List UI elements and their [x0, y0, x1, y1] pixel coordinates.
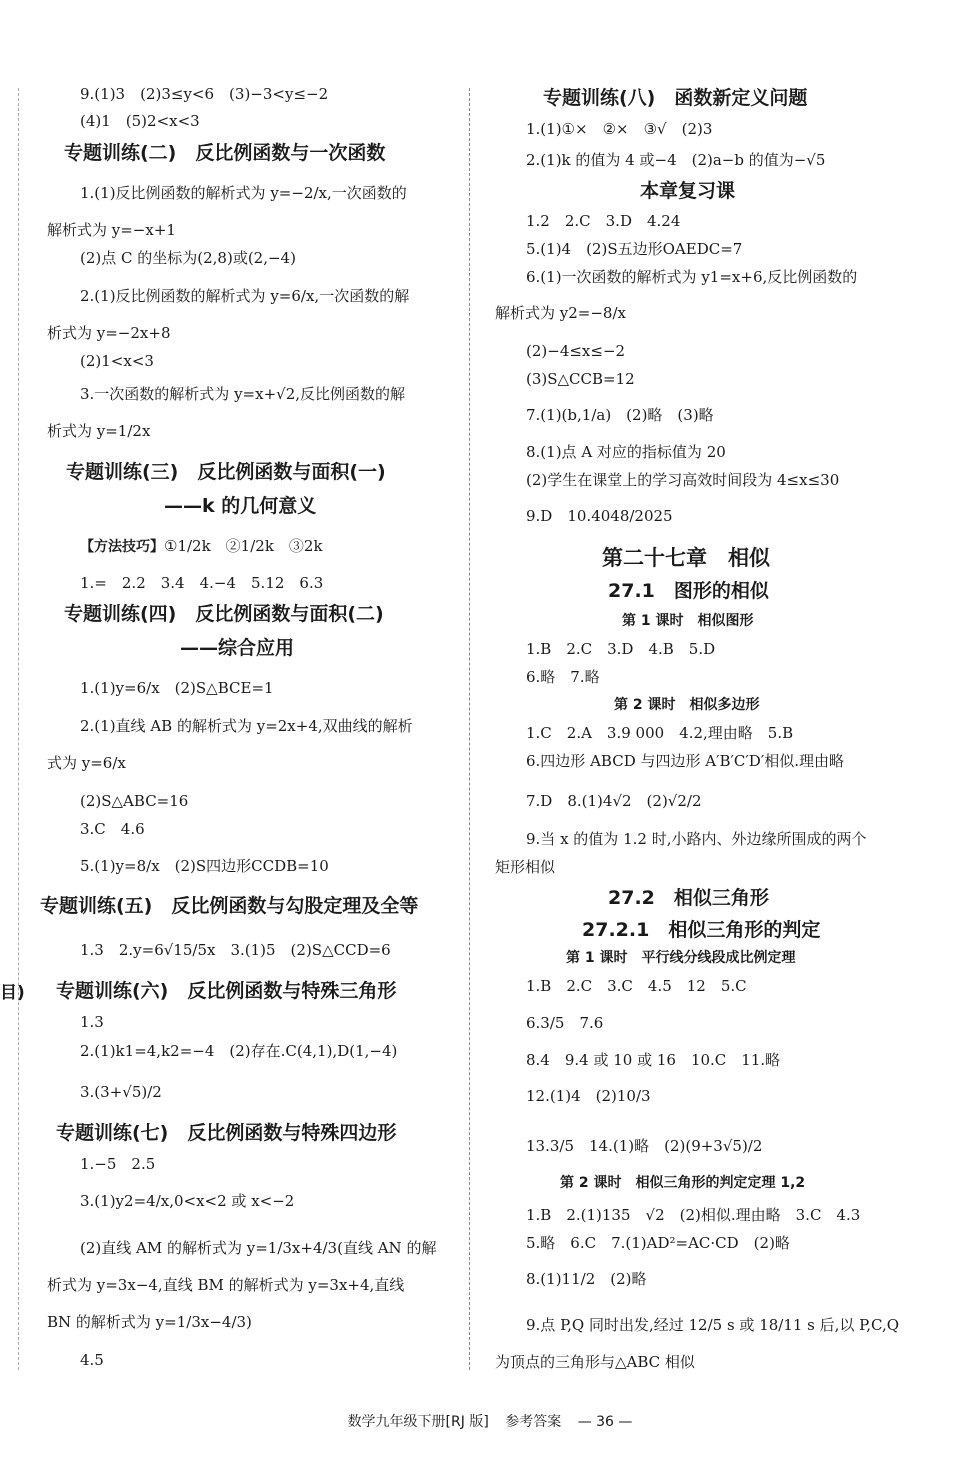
answer-line: 解析式为 y=−x+1 — [47, 221, 176, 239]
answer-line: 5.(1)4 (2)S五边形OAEDC=7 — [526, 240, 743, 258]
section-heading: ——综合应用 — [180, 637, 295, 659]
answer-line: 3.C 4.6 — [80, 820, 145, 838]
answer-line: 6.3/5 7.6 — [526, 1014, 604, 1032]
answer-line: 2.(1)k1=4,k2=−4 (2)存在.C(4,1),D(1,−4) — [80, 1042, 398, 1060]
cropped-edge-text: 目) — [0, 983, 25, 1003]
answer-line: (2)学生在课堂上的学习高效时间段为 4≤x≤30 — [526, 471, 840, 489]
section-heading: 27.2.1 相似三角形的判定 — [582, 919, 821, 941]
answer-line: 3.一次函数的解析式为 y=x+√2,反比例函数的解 — [80, 385, 406, 403]
section-heading: 27.1 图形的相似 — [608, 580, 769, 602]
answer-line: (2)直线 AM 的解析式为 y=1/3x+4/3(直线 AN 的解 — [80, 1239, 437, 1257]
lesson-heading: 第 1 课时 相似图形 — [622, 613, 754, 629]
section-heading: 本章复习课 — [640, 180, 736, 202]
answer-line: (2)1<x<3 — [80, 352, 154, 370]
answer-line: 1.(1)反比例函数的解析式为 y=−2/x,一次函数的 — [80, 184, 407, 202]
answer-line: 6.略 7.略 — [526, 668, 600, 686]
section-heading: 专题训练(八) 函数新定义问题 — [543, 87, 808, 109]
answer-line: 4.5 — [80, 1351, 104, 1369]
answer-line: 1.−5 2.5 — [80, 1155, 156, 1173]
answer-line: 矩形相似 — [495, 858, 556, 876]
footer-book-title: 数学九年级下册[RJ 版] — [347, 1414, 489, 1430]
answer-line: 7.D 8.(1)4√2 (2)√2/2 — [526, 792, 702, 810]
answer-line: BN 的解析式为 y=1/3x−4/3) — [47, 1313, 252, 1331]
section-heading: 专题训练(三) 反比例函数与面积(一) — [66, 461, 386, 483]
answer-line: (4)1 (5)2<x<3 — [80, 112, 200, 130]
answer-line: 8.4 9.4 或 10 或 16 10.C 11.略 — [526, 1051, 781, 1069]
answer-line: (2)S△ABC=16 — [80, 792, 189, 810]
answer-line: 1.2 2.C 3.D 4.24 — [526, 212, 681, 230]
section-heading: 专题训练(四) 反比例函数与面积(二) — [64, 603, 384, 625]
answer-line: 析式为 y=1/2x — [47, 422, 151, 440]
answer-line: (2)−4≤x≤−2 — [526, 342, 626, 360]
answer-line: 9.D 10.4048/2025 — [526, 507, 673, 525]
answer-line: 3.(3+√5)/2 — [80, 1083, 162, 1101]
answer-line: 1.(1)①× ②× ③√ (2)3 — [526, 120, 713, 138]
answer-line: 1.B 2.(1)135 √2 (2)相似.理由略 3.C 4.3 — [526, 1206, 861, 1224]
answer-line: 1.B 2.C 3.D 4.B 5.D — [526, 640, 716, 658]
answer-line: 5.略 6.C 7.(1)AD²=AC·CD (2)略 — [526, 1234, 790, 1252]
answer-line: 2.(1)直线 AB 的解析式为 y=2x+4,双曲线的解析 — [80, 717, 413, 735]
answer-line: 9.(1)3 (2)3≤y<6 (3)−3<y≤−2 — [80, 85, 329, 103]
answer-line: 7.(1)(b,1/a) (2)略 (3)略 — [526, 406, 714, 424]
section-heading: 专题训练(七) 反比例函数与特殊四边形 — [56, 1122, 397, 1144]
answer-line: 为顶点的三角形与△ABC 相似 — [495, 1353, 695, 1371]
answer-line: 8.(1)11/2 (2)略 — [526, 1270, 647, 1288]
section-heading: ——k 的几何意义 — [164, 495, 317, 517]
answer-line: 5.(1)y=8/x (2)S四边形CCDB=10 — [80, 857, 329, 875]
page-footer — [0, 1412, 980, 1432]
method-tip-text: ①1/2k ②1/2k ③2k — [164, 537, 323, 555]
column-divider — [469, 88, 470, 1370]
left-margin-rule — [18, 88, 19, 1370]
answer-line: 式为 y=6/x — [47, 754, 126, 772]
lesson-heading: 第 1 课时 平行线分线段成比例定理 — [566, 950, 796, 966]
answer-line: 8.(1)点 A 对应的指标值为 20 — [526, 443, 726, 461]
section-heading: 专题训练(六) 反比例函数与特殊三角形 — [56, 980, 397, 1002]
lesson-heading: 第 2 课时 相似三角形的判定定理 1,2 — [560, 1175, 806, 1191]
section-heading: 专题训练(二) 反比例函数与一次函数 — [64, 142, 386, 164]
answer-line: 1.3 2.y=6√15/5x 3.(1)5 (2)S△CCD=6 — [80, 941, 391, 959]
answer-line: 9.当 x 的值为 1.2 时,小路内、外边缘所围成的两个 — [526, 830, 867, 848]
answer-line: 13.3/5 14.(1)略 (2)(9+3√5)/2 — [526, 1137, 763, 1155]
footer-section: 参考答案 — [505, 1414, 562, 1430]
answer-line: 3.(1)y2=4/x,0<x<2 或 x<−2 — [80, 1192, 295, 1210]
answer-line: 1.C 2.A 3.9 000 4.2,理由略 5.B — [526, 724, 794, 742]
chapter-heading: 第二十七章 相似 — [602, 546, 770, 570]
answer-line: 2.(1)反比例函数的解析式为 y=6/x,一次函数的解 — [80, 287, 410, 305]
answer-line: 1.B 2.C 3.C 4.5 12 5.C — [526, 977, 747, 995]
section-heading: 27.2 相似三角形 — [608, 887, 769, 909]
lesson-heading: 第 2 课时 相似多边形 — [614, 697, 760, 713]
answer-line: 6.(1)一次函数的解析式为 y1=x+6,反比例函数的 — [526, 268, 858, 286]
answer-line: (3)S△CCB=12 — [526, 370, 635, 388]
answer-line: (2)点 C 的坐标为(2,8)或(2,−4) — [80, 249, 296, 267]
answer-line: 1.(1)y=6/x (2)S△BCE=1 — [80, 679, 274, 697]
answer-line: 1.= 2.2 3.4 4.−4 5.12 6.3 — [80, 574, 324, 592]
answer-line: 解析式为 y2=−8/x — [495, 304, 626, 322]
method-tip-label: 【方法技巧】 — [80, 539, 164, 555]
page-number: — 36 — — [577, 1414, 633, 1430]
section-heading: 专题训练(五) 反比例函数与勾股定理及全等 — [40, 895, 419, 917]
answer-line: 9.点 P,Q 同时出发,经过 12/5 s 或 18/11 s 后,以 P,C,Q — [526, 1316, 900, 1334]
answer-line: 6.四边形 ABCD 与四边形 A′B′C′D′相似.理由略 — [526, 752, 845, 770]
answer-line: 1.3 — [80, 1013, 104, 1031]
answer-line: 析式为 y=3x−4,直线 BM 的解析式为 y=3x+4,直线 — [47, 1276, 405, 1294]
answer-line: 析式为 y=−2x+8 — [47, 324, 171, 342]
answer-line: 12.(1)4 (2)10/3 — [526, 1087, 651, 1105]
answer-line: 2.(1)k 的值为 4 或−4 (2)a−b 的值为−√5 — [526, 151, 826, 169]
method-tip — [80, 536, 323, 557]
